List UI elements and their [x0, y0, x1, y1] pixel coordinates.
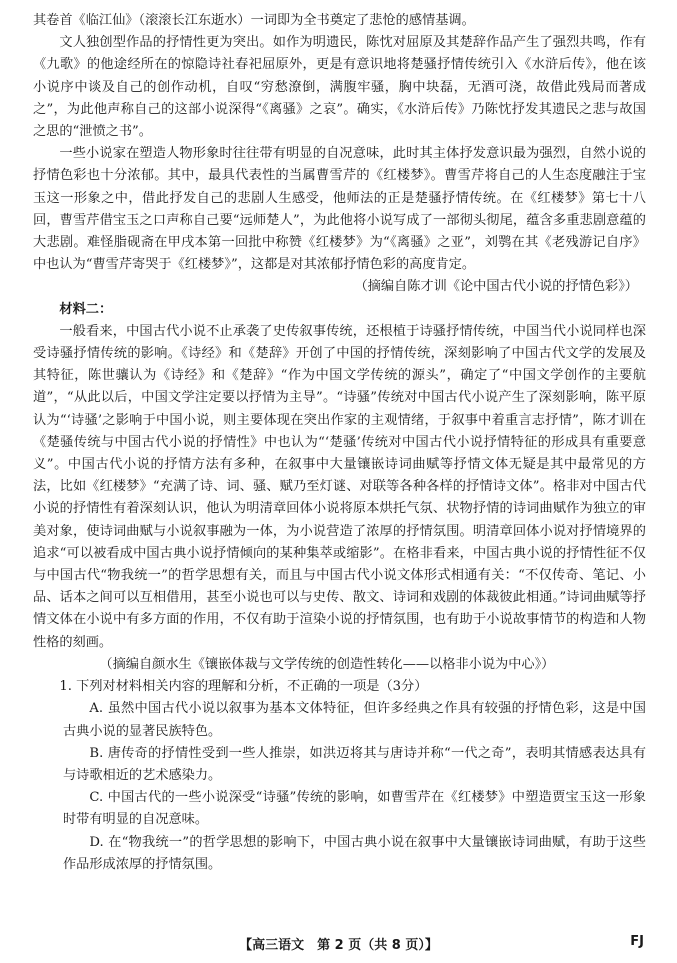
page-content	[33, 10, 646, 876]
page-footer	[0, 934, 677, 956]
option-d: D. 在“物我统一”的哲学思想的影响下，中国古典小说在叙事中大量镶嵌诗词曲赋，有助于这些作品形成浓厚的抒情氛围。	[63, 834, 646, 872]
material-2-heading: 材料二：	[59, 301, 113, 317]
paragraph-2: 文人独创型作品的抒情性更为突出。如作为明遗民，陈忱对屈原及其楚辞作品产生了强烈共鸣，作有《九歌》的他途经所在的惊隐诗社春祀屈原外，更是有意识地将楚骚抒情传统引入《水浒后传》，他在该小说序中谈及自己的创作动机，自叹“穷愁潦倒，满腹牢骚，胸中块磊，无酒可浇，故借此残局而著成之”，为此他声称自己的这部小说深得“《离骚》之哀”。确实，《水浒后传》乃陈忱抒发其遗民之悲与故国之思的“泄愤之书”。	[33, 35, 646, 140]
paragraph-1: 其卷首《临江仙》（滚滚长江东逝水）一词即为全书奠定了悲怆的感情基调。	[33, 13, 475, 28]
source-citation-1: （摘编自陈才训《论中国古代小说的抒情色彩》）	[354, 279, 638, 295]
footer-page-label: 【高三语文 第 2 页（共 8 页）】	[239, 938, 438, 953]
footer-tag: FJ	[630, 934, 644, 949]
paragraph-3: 一些小说家在塑造人物形象时往往带有明显的自况意味，此时其主体抒发意识最为强烈，自然小说的抒情色彩也十分浓郁。其中，最具代表性的当属曹雪芹的《红楼梦》。曹雪芹将自己的人生态度融注于宝玉这一形象之中，借此抒发自己的悲剧人生感受，他师法的正是楚骚抒情传统。在《红楼梦》第七十八回，曹雪芹借宝玉之口声称自己要“远师楚人”，为此他将小说写成了一部彻头彻尾，蕴含多重悲剧意蕴的大悲剧。难怪脂砚斋在甲戌本第一回批中称赞《红楼梦》为“《离骚》之亚”，刘鹗在其《老残游记自序》中也认为“曹雪芹寄哭于《红楼梦》”，这都是对其浓郁抒情色彩的高度肯定。	[33, 146, 646, 273]
option-a: A. 虽然中国古代小说以叙事为基本文体特征，但许多经典之作具有较强的抒情色彩，这是中国古典小说的显著民族特色。	[63, 701, 646, 739]
source-citation-2: （摘编自颜水生《镶嵌体裁与文学传统的创造性转化——以格非小说为中心》）	[99, 656, 555, 672]
question-stem: 1. 下列对材料相关内容的理解和分析，不正确的一项是（3分）	[59, 679, 428, 695]
material-2-text: 一般看来，中国古代小说不止承袭了史传叙事传统，还根植于诗骚抒情传统，中国当代小说同样也深受诗骚抒情传统的影响。《诗经》和《楚辞》开创了中国的抒情传统，深刻影响了中国古代文学的发展及其特征，陈世骧认为《诗经》和《楚辞》“作为中国文学传统的源头”，确定了“中国文学创作的主要航道”，“从此以后，中国文学注定要以抒情为主导”。“诗骚”传统对中国古代小说产生了深刻影响，陈平原认为“‘诗骚’之影响于中国小说，则主要体现在突出作家的主观情绪，于叙事中着重言志抒情”，陈才训在《楚骚传统与中国古代小说的抒情性》中也认为“‘楚骚’传统对中国古代小说抒情特征的形成具有重要意义”。中国古代小说的抒情方法有多种，在叙事中大量镶嵌诗词曲赋等抒情文体无疑是其中最常见的方法，比如《红楼梦》“充满了诗、词、骚、赋乃至灯谜、对联等各种各样的抒情诗文体”。格非对中国古代小说的抒情性有着深刻认识，他认为明清章回体小说将原本烘托气氛、状物抒情的诗词曲赋作为独立的审美对象，使诗词曲赋与小说叙事融为一体，为小说营造了浓厚的抒情氛围。明清章回体小说对抒情境界的追求“可以被看成中国古典小说抒情倾向的某种集萃或缩影”。在格非看来，中国古典小说的抒情性征不仅与中国古代“物我统一”的哲学思想有关，而且与中国古代小说文体形式相通有关：“不仅传奇、笔记、小品、话本之间可以互相借用，甚至小说也可以与史传、散文、诗词和戏剧的体裁彼此相通。”诗词曲赋等抒情文体在小说中有多方面的作用，不仅有助于渲染小说的抒情氛围，也有助于小说故事情节的构造和人物性格的刻画。	[33, 323, 646, 650]
option-b: B. 唐传奇的抒情性受到一些人推崇，如洪迈将其与唐诗并称“一代之奇”，表明其情感表达具有与诗歌相近的艺术感染力。	[63, 745, 646, 783]
option-c: C. 中国古代的一些小说深受“诗骚”传统的影响，如曹雪芹在《红楼梦》中塑造贾宝玉这一形象时带有明显的自况意味。	[63, 790, 646, 828]
